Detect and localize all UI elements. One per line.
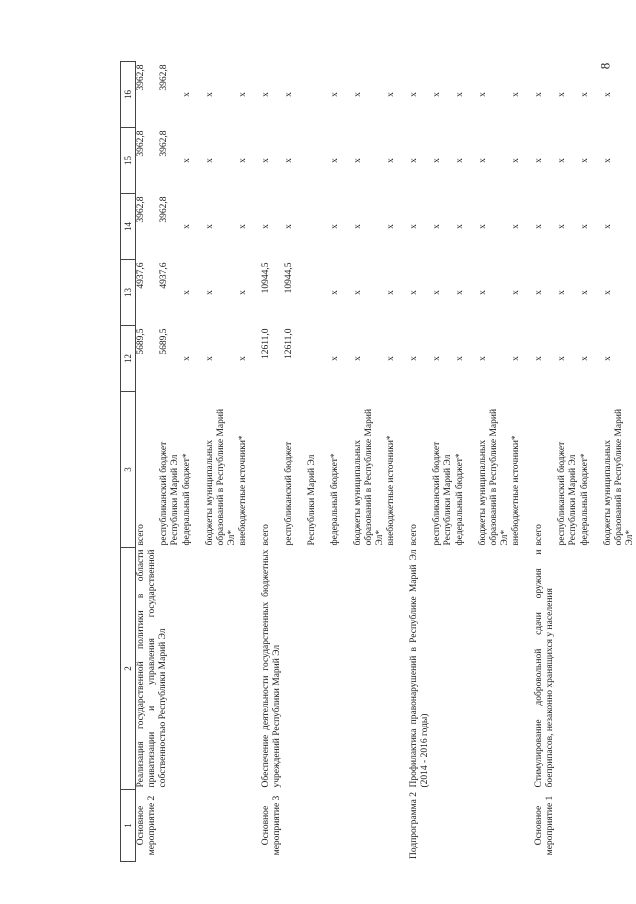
value-cell: x [261,158,271,163]
value-cell: x [557,224,567,229]
value-cell: x [455,92,465,97]
value-cell: x [511,224,521,229]
value-cell: 3962,8 [136,130,146,157]
funding-source-cell: федеральный бюджет* [330,453,340,546]
value-cell: 5689,5 [136,328,146,355]
value-cell: x [432,158,442,163]
program-name-cell: Стимулирование добровольной сдачи оружия и боеприпасов, незаконно хранящихся у населения [534,549,555,788]
value-cell: x [386,158,396,163]
funding-source-cell: внебюджетные источники* [386,435,396,546]
funding-source-cell: бюджеты муниципальных образований в Республике Марий Эл* [353,408,385,546]
value-cell: x [284,158,294,163]
value-cell: x [534,224,544,229]
program-id-cell: Подпрограмма 2 [409,792,419,859]
value-cell: 5689,5 [159,328,169,355]
value-cell: x [386,356,396,361]
funding-source-cell: всего [534,524,544,546]
value-cell: x [409,158,419,163]
value-cell: x [261,224,271,229]
funding-source-cell: бюджеты муниципальных образований в Республике Марий Эл* [205,408,237,546]
value-cell [307,62,330,128]
funding-source-cell: всего [409,524,419,546]
header-cell: 13 [121,260,136,326]
value-cell: x [580,290,590,295]
header-cell: 1 [121,790,136,862]
value-cell: 4937,6 [136,262,146,289]
value-cell: x [205,224,215,229]
value-cell: x [353,224,363,229]
value-cell: x [511,92,521,97]
value-cell: x [330,224,340,229]
funding-source-cell: внебюджетные источники* [511,435,521,546]
value-cell: 3962,8 [159,196,169,223]
value-cell: x [603,92,613,97]
value-cell [307,260,330,326]
table-body [136,62,636,862]
value-cell: x [580,92,590,97]
table-row [261,62,284,862]
value-cell: x [409,356,419,361]
value-cell: 12611,0 [284,328,294,360]
value-cell: 10944,5 [261,262,271,294]
value-cell: x [182,158,192,163]
value-cell: x [353,158,363,163]
header-cell: 14 [121,194,136,260]
funding-source-cell: Республики Марий Эл [307,454,317,546]
value-cell: x [534,290,544,295]
value-cell: x [432,92,442,97]
value-cell: 3962,8 [159,64,169,91]
funding-source-cell: всего [261,524,271,546]
value-cell [307,128,330,194]
value-cell: x [534,92,544,97]
value-cell: x [205,92,215,97]
value-cell: x [330,290,340,295]
value-cell: x [386,290,396,295]
program-name-cell: Профилактика правонарушений в Республике Марий Эл (2014 - 2016 годы) [409,549,430,788]
value-cell: x [580,224,590,229]
value-cell: x [205,356,215,361]
program-name-cell: Обеспечение деятельности государственных бюджетных учреждений Республики Марий Эл [261,549,282,788]
value-cell: x [603,356,613,361]
value-cell: x [534,158,544,163]
value-cell: x [330,356,340,361]
value-cell: x [603,290,613,295]
value-cell: x [409,224,419,229]
value-cell: x [205,158,215,163]
program-id-cell: Основное мероприятие 2 [136,795,157,856]
value-cell: x [455,356,465,361]
value-cell: x [353,290,363,295]
funding-source-cell: всего [136,524,146,546]
value-cell: x [511,356,521,361]
funding-source-cell: федеральный бюджет* [182,453,192,546]
value-cell: x [432,356,442,361]
value-cell: x [330,158,340,163]
header-cell: 3 [121,392,136,548]
value-cell: x [455,158,465,163]
funding-source-cell: внебюджетные источники* [238,435,248,546]
value-cell: 3962,8 [136,196,146,223]
funding-source-cell: бюджеты муниципальных образований в Республике Марий Эл* [603,408,635,546]
value-cell: x [182,92,192,97]
page-number: 8 [597,62,613,70]
value-cell: x [205,290,215,295]
table-row [409,62,432,862]
value-cell: x [603,158,613,163]
table-row [534,62,557,862]
table-row [136,62,160,862]
value-cell: x [238,158,248,163]
value-cell: x [478,290,488,295]
program-id-cell: Основное мероприятие 1 [534,795,555,856]
value-cell: x [330,92,340,97]
value-cell: x [238,356,248,361]
value-cell: x [409,92,419,97]
program-id-cell: Основное мероприятие 3 [261,795,282,856]
value-cell: 12611,0 [261,328,271,360]
value-cell: x [238,290,248,295]
value-cell: 3962,8 [159,130,169,157]
value-cell: x [580,356,590,361]
header-row [121,62,136,862]
value-cell: x [432,290,442,295]
header-cell: 15 [121,128,136,194]
value-cell: x [432,224,442,229]
value-cell: x [557,92,567,97]
value-cell: x [409,290,419,295]
value-cell: x [478,92,488,97]
value-cell: x [386,92,396,97]
value-cell: x [238,224,248,229]
funding-source-cell: федеральный бюджет* [580,453,590,546]
value-cell: 4937,6 [159,262,169,289]
value-cell: 3962,8 [136,64,146,91]
value-cell: x [580,158,590,163]
funding-source-cell: республиканский бюджет Республики Марий Эл [432,441,453,546]
funding-source-cell: федеральный бюджет* [455,453,465,546]
funding-source-cell: республиканский бюджет [284,441,294,546]
header-cell: 16 [121,62,136,128]
value-cell: x [603,224,613,229]
value-cell: x [534,356,544,361]
value-cell: x [455,290,465,295]
value-cell [307,194,330,260]
value-cell: x [182,290,192,295]
value-cell: x [353,92,363,97]
header-cell: 12 [121,326,136,392]
value-cell: x [238,92,248,97]
value-cell: x [511,290,521,295]
value-cell: x [478,356,488,361]
funding-source-cell: республиканский бюджет Республики Марий Эл [557,441,578,546]
value-cell: x [284,224,294,229]
value-cell: x [353,356,363,361]
value-cell: x [182,356,192,361]
value-cell: x [455,224,465,229]
value-cell: x [557,158,567,163]
budget-table [120,61,636,862]
value-cell: x [557,356,567,361]
value-cell: x [478,224,488,229]
header-cell: 2 [121,548,136,790]
value-cell [307,326,330,392]
value-cell: x [182,224,192,229]
program-name-cell: Реализация государственной политики в области приватизации и управления государственной собственностью Республики Марий Эл [136,549,168,788]
funding-source-cell: бюджеты муниципальных образований в Республике Марий Эл* [478,408,510,546]
value-cell: x [261,92,271,97]
value-cell: x [511,158,521,163]
value-cell: x [478,158,488,163]
value-cell: x [386,224,396,229]
value-cell: x [284,92,294,97]
funding-source-cell: республиканский бюджет Республики Марий Эл [159,441,180,546]
value-cell: 10944,5 [284,262,294,294]
rotated-table-container [120,62,635,862]
value-cell: x [557,290,567,295]
